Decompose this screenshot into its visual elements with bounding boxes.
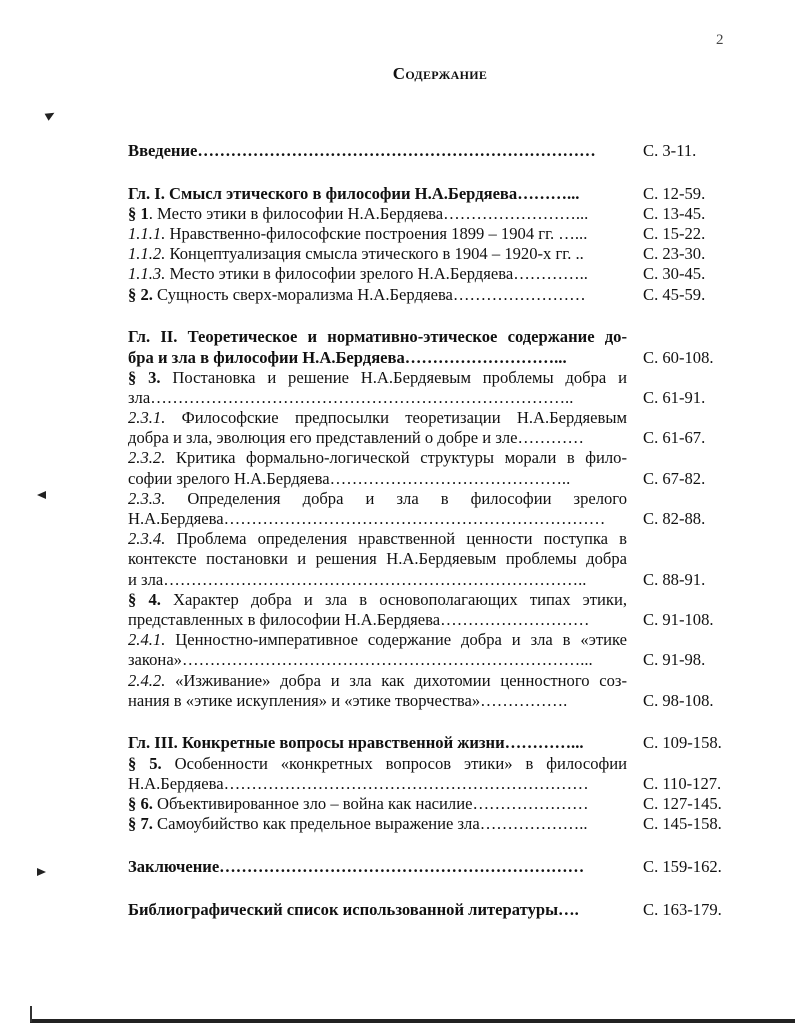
toc-line: [128, 610, 738, 630]
section-title: Объективированное зло – война как насилие…………………: [152, 793, 589, 813]
toc-entry-text: [128, 549, 627, 569]
toc-entry: [128, 794, 738, 814]
toc-line: [128, 814, 738, 834]
toc-entry-text: [128, 671, 627, 691]
section-number: 2.3.4.: [128, 529, 166, 549]
section-title: Проблема определения нравственной ценности поступка в: [165, 529, 627, 549]
toc-entry: [128, 244, 738, 264]
toc-entry-text: [128, 408, 627, 428]
toc-line: [128, 509, 738, 529]
toc-entry-text: [128, 348, 627, 368]
toc-entry: [128, 590, 738, 630]
section-number: § 2.: [128, 284, 153, 304]
section-title: нания в «этике искупления» и «этике творчества»…………….: [128, 690, 568, 710]
toc-entry: [128, 368, 738, 408]
toc-entry-text: [128, 630, 627, 650]
section-title: и зла…………………………………………………………………..: [128, 569, 587, 589]
section-gap: [128, 834, 738, 857]
section-title: Концептуализация смысла этического в 1904 – 1920-х гг. ..: [165, 244, 584, 264]
toc-entry-text: [128, 509, 627, 529]
page-range: С. 12-59.: [643, 183, 706, 203]
toc-line: [128, 900, 738, 920]
page-range: С. 60-108.: [643, 347, 714, 367]
section-title: Заключение…………………………………………………………: [128, 856, 585, 876]
toc-line: [128, 590, 738, 610]
page-range: С. 15-22.: [643, 224, 706, 244]
section-title: Определения добра и зла в философии зрелого: [165, 488, 627, 508]
toc-entry-text: [128, 900, 627, 920]
toc-line: [128, 448, 738, 468]
section-gap: [128, 305, 738, 328]
section-title: бра и зла в философии Н.А.Бердяева………………………...: [128, 347, 567, 367]
scan-edge-line: [30, 1019, 795, 1023]
toc-entry: [128, 264, 738, 284]
toc-entry: [128, 184, 738, 204]
toc-entry: [128, 224, 738, 244]
section-number: § 1: [128, 203, 149, 223]
toc-entry-text: [128, 691, 627, 711]
section-title: Н.А.Бердяева…………………………………………………………: [128, 773, 589, 793]
toc-entry: [128, 448, 738, 488]
section-number: 2.3.2.: [128, 448, 166, 468]
section-title: Н.А.Бердяева……………………………………………………………: [128, 509, 606, 528]
toc-line: [128, 348, 738, 368]
toc-entry-text: [128, 448, 627, 468]
section-title: закона»………………………………………………………………...: [128, 650, 593, 670]
page-range: С. 145-158.: [643, 814, 722, 834]
toc-line: [128, 204, 738, 224]
toc-entry-text: [128, 204, 627, 224]
toc-line: [128, 285, 738, 305]
toc-line: [128, 733, 738, 753]
section-gap: [128, 711, 738, 734]
page-range: С. 98-108.: [643, 690, 714, 710]
toc-entry-text: [128, 733, 627, 753]
page-range: С. 109-158.: [643, 733, 722, 753]
toc-line: [128, 857, 738, 877]
toc-entry: [128, 671, 738, 711]
section-title: Гл. III. Конкретные вопросы нравственной жизни…………...: [128, 733, 584, 753]
toc-line: [128, 428, 738, 448]
section-number: 2.4.1.: [128, 630, 166, 650]
toc-entry: [128, 733, 738, 753]
toc-entry: [128, 408, 738, 448]
toc-entry-text: [128, 650, 627, 670]
toc-line: [128, 368, 738, 388]
section-title: Нравственно-философские построения 1899 – 1904 гг. …...: [165, 224, 588, 244]
toc-line: [128, 224, 738, 244]
toc-line: [128, 650, 738, 670]
scan-edge-line: [30, 1006, 32, 1022]
toc-entry: [128, 857, 738, 877]
page-range: С. 67-82.: [643, 468, 706, 488]
section-title: Особенности «конкретных вопросов этики» в философии: [161, 753, 627, 773]
toc-line: [128, 469, 738, 489]
section-title: представленных в философии Н.А.Бердяева………………………: [128, 609, 590, 629]
page-range: С. 91-98.: [643, 650, 706, 670]
section-number: § 6.: [128, 793, 153, 813]
toc-entry-text: [128, 327, 627, 347]
section-title: Характер добра и зла в основополагающих типах этики,: [160, 589, 627, 609]
toc-entry-text: [128, 244, 627, 264]
toc-line: [128, 630, 738, 650]
section-title: Философские предпосылки теоретизации Н.А.Бердяевым: [165, 408, 627, 428]
page-range: С. 45-59.: [643, 284, 706, 304]
toc-line: [128, 327, 738, 347]
section-title: Ценностно-императивное содержание добра и зла в «этике: [165, 630, 627, 650]
section-title: добра и зла, эволюция его представлений о добре и зле…………: [128, 428, 584, 448]
scan-mark-icon: [37, 491, 46, 499]
page-range: С. 23-30.: [643, 244, 706, 264]
toc-line: [128, 549, 738, 569]
section-title: Самоубийство как предельное выражение зла………………..: [152, 814, 588, 834]
page-range: С. 163-179.: [643, 899, 722, 919]
page-range: С. 13-45.: [643, 203, 706, 223]
toc-entry-text: [128, 184, 627, 204]
toc-entry-text: [128, 570, 627, 590]
toc-entry-text: [128, 754, 627, 774]
toc-line: [128, 388, 738, 408]
toc-entry-text: [128, 141, 627, 161]
section-title: Сущность сверх-морализма Н.А.Бердяева……………………: [152, 284, 586, 304]
toc-entry: [128, 814, 738, 834]
section-number: 1.1.2.: [128, 244, 166, 264]
page-range: С. 127-145.: [643, 793, 722, 813]
toc-entry-text: [128, 814, 627, 834]
section-title: Место этики в философии зрелого Н.А.Бердяева…………..: [165, 264, 588, 284]
section-gap: [128, 161, 738, 184]
toc-entry-text: [128, 264, 627, 284]
page-range: С. 159-162.: [643, 856, 722, 876]
section-number: 1.1.3.: [128, 264, 166, 284]
toc-entry-text: [128, 224, 627, 244]
toc-entry: [128, 754, 738, 794]
page-range: С. 110-127.: [643, 773, 722, 793]
toc-entry: [128, 285, 738, 305]
toc-line: [128, 570, 738, 590]
toc-entry-text: [128, 610, 627, 630]
page-range: С. 61-91.: [643, 387, 706, 407]
page-range: С. 30-45.: [643, 264, 706, 284]
toc-entry: [128, 327, 738, 367]
section-title: . Место этики в философии Н.А.Бердяева……………………...: [148, 203, 589, 223]
page-range: С. 3-11.: [643, 141, 697, 160]
section-number: § 5.: [128, 753, 162, 773]
toc-entry-text: [128, 285, 627, 305]
section-title: Введение………………………………………………………………: [128, 141, 596, 160]
toc-line: [128, 691, 738, 711]
toc-entry: [128, 900, 738, 920]
section-title: софии зрелого Н.А.Бердяева……………………………………..: [128, 468, 571, 488]
toc-entry: [128, 204, 738, 224]
section-title: Гл. I. Смысл этического в философии Н.А.Бердяева………...: [128, 183, 580, 203]
section-number: § 3.: [128, 367, 161, 387]
page-range: С. 91-108.: [643, 609, 714, 629]
toc-entry: [128, 489, 738, 529]
section-title: Библиографический список использованной литературы….: [128, 899, 579, 919]
toc-line: [128, 184, 738, 204]
table-of-contents: [128, 141, 738, 920]
toc-entry-text: [128, 469, 627, 489]
page-title: Содержание: [392, 64, 488, 83]
toc-line: [128, 794, 738, 814]
section-title: «Изживание» добра и зла как дихотомии ценностного соз-: [165, 670, 627, 690]
scan-mark-icon: [45, 109, 57, 120]
section-number: 2.3.1.: [128, 408, 166, 428]
toc-entry-text: [128, 428, 627, 448]
toc-line: [128, 671, 738, 691]
toc-line: [128, 489, 738, 509]
section-number: § 7.: [128, 814, 153, 834]
section-number: 1.1.1.: [128, 224, 166, 244]
toc-line: [128, 754, 738, 774]
toc-entry-text: [128, 489, 627, 509]
toc-entry: [128, 529, 738, 590]
toc-line: [128, 264, 738, 284]
section-title: контексте постановки и решения Н.А.Бердяевым проблемы добра: [128, 549, 627, 569]
toc-line: [128, 141, 738, 161]
toc-entry-text: [128, 794, 627, 814]
section-gap: [128, 877, 738, 900]
toc-line: [128, 408, 738, 428]
section-title: Гл. II. Теоретическое и нормативно-этическое содержание до-: [128, 327, 627, 347]
page-number: 2: [716, 32, 724, 48]
toc-line: [128, 774, 738, 794]
scan-mark-icon: [37, 868, 46, 876]
toc-entry-text: [128, 368, 627, 388]
section-title: Критика формально-логической структуры морали в фило-: [165, 448, 627, 468]
section-title: зла…………………………………………………………………..: [128, 387, 574, 407]
section-number: 2.3.3.: [128, 488, 166, 508]
toc-entry-text: [128, 529, 627, 549]
section-number: § 4.: [128, 589, 161, 609]
toc-entry: [128, 630, 738, 670]
page-range: С. 61-67.: [643, 428, 706, 448]
toc-entry: [128, 141, 738, 161]
page-range: С. 88-91.: [643, 569, 706, 589]
toc-line: [128, 529, 738, 549]
toc-line: [128, 244, 738, 264]
toc-entry-text: [128, 774, 627, 794]
toc-entry-text: [128, 388, 627, 408]
section-number: 2.4.2.: [128, 670, 166, 690]
toc-entry-text: [128, 857, 627, 877]
section-title: Постановка и решение Н.А.Бердяевым проблемы добра и: [160, 367, 627, 387]
toc-entry-text: [128, 590, 627, 610]
page-range: С. 82-88.: [643, 509, 706, 528]
